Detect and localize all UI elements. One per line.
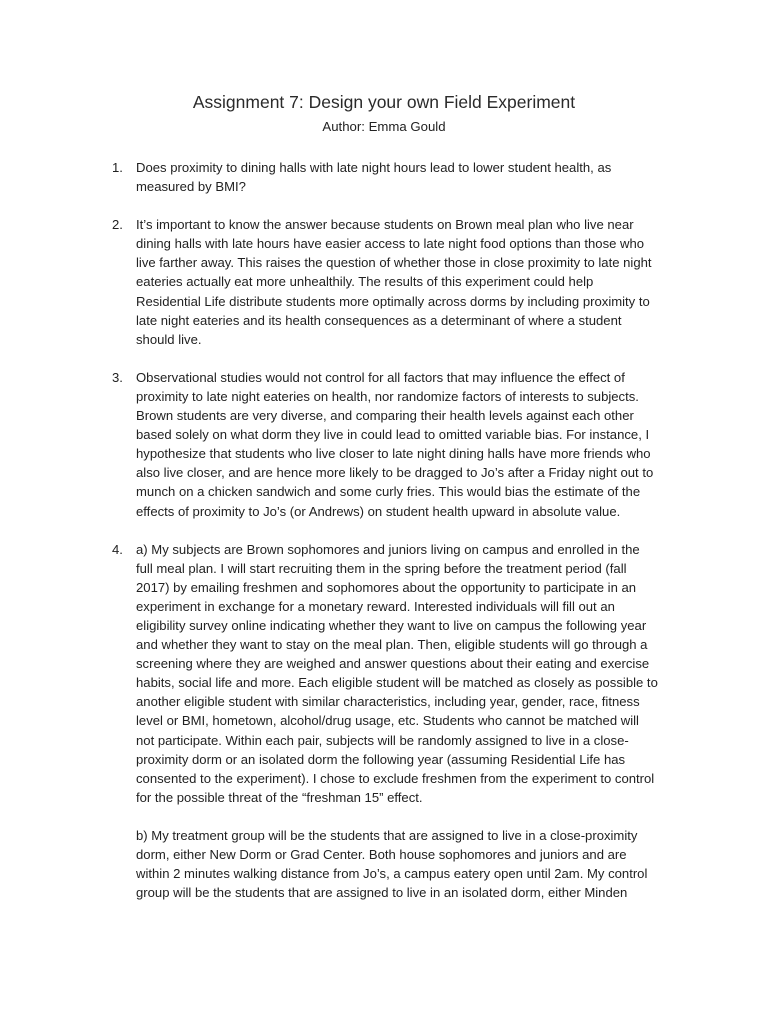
- list-item: [112, 158, 660, 196]
- list-item-number: 2.: [112, 217, 123, 233]
- numbered-list: [112, 158, 660, 921]
- document-title: Assignment 7: Design your own Field Experiment: [192, 92, 576, 112]
- list-item: [112, 215, 660, 349]
- list-item: [112, 368, 660, 521]
- list-item-number: 3.: [112, 369, 123, 385]
- list-item-number: 1.: [112, 160, 123, 175]
- document-author: Author: Emma Gould: [322, 119, 446, 134]
- list-item: [112, 540, 660, 903]
- list-item-paragraph: a) My subjects are Brown sophomores and juniors living on campus and enrolled in the full meal plan. I will start recruiting them in the spring before the treatment period (fall 2017) by emailing freshmen and sophomores about the opportunity to participate in an experiment in exchange for a monetary reward. Interested individuals will fill out an eligibility survey online indicating whether they want to live on campus the following year and whether they want to stay on the meal plan. Then, eligible students will go through a screening where they are weighed and answer questions about their eating and exercise habits, social life and more. Each eligible student will be matched as closely as possible to another eligible student with similar characteristics, including year, gender, race, fitness level or BMI, hometown, alcohol/drug usage, etc. Students who cannot be matched will not participate. Within each pair, subjects will be randomly assigned to live in a close-proximity dorm or an isolated dorm the following year (assuming Residential Life has consented to the experiment). I chose to exclude freshmen from the experiment to control for the possible threat of the “freshman 15” effect.: [136, 541, 658, 805]
- list-item-paragraph: b) My treatment group will be the students that are assigned to live in a close-proximity dorm, either New Dorm or Grad Center. Both house sophomores and juniors and are within 2 minutes walking distance from Jo’s, a campus eatery open until 2am. My control group will be the students that are assigned to live in an isolated dorm, either Minden: [136, 827, 648, 901]
- list-item-paragraph: It’s important to know the answer because students on Brown meal plan who live near dining halls with late hours have easier access to late night food options than those who live farther away. This raises the question of whether those in close proximity to late night eateries actually eat more unhealthily. The results of this experiment could help Residential Life distribute students more optimally across dorms by including proximity to late night eateries and its health consequences as a determinant of where a student should live.: [136, 217, 652, 347]
- list-item-number: 4.: [112, 541, 123, 557]
- list-item-paragraph: Observational studies would not control for all factors that may influence the effect of proximity to late night eateries on health, nor randomize factors of interests to subjects. Brown students are very diverse, and comparing their health levels against each other based solely on what dorm they live in could lead to omitted variable bias. For instance, I hypothesize that students who live closer to late night dining halls have more friends who also live closer, and are hence more likely to be dragged to Jo’s after a Friday night out to munch on a chicken sandwich and some curly fries. This would bias the estimate of the effects of proximity to Jo’s (or Andrews) on student health upward in absolute value.: [136, 369, 654, 519]
- list-item-paragraph: Does proximity to dining halls with late night hours lead to lower student health, as measured by BMI?: [136, 160, 612, 195]
